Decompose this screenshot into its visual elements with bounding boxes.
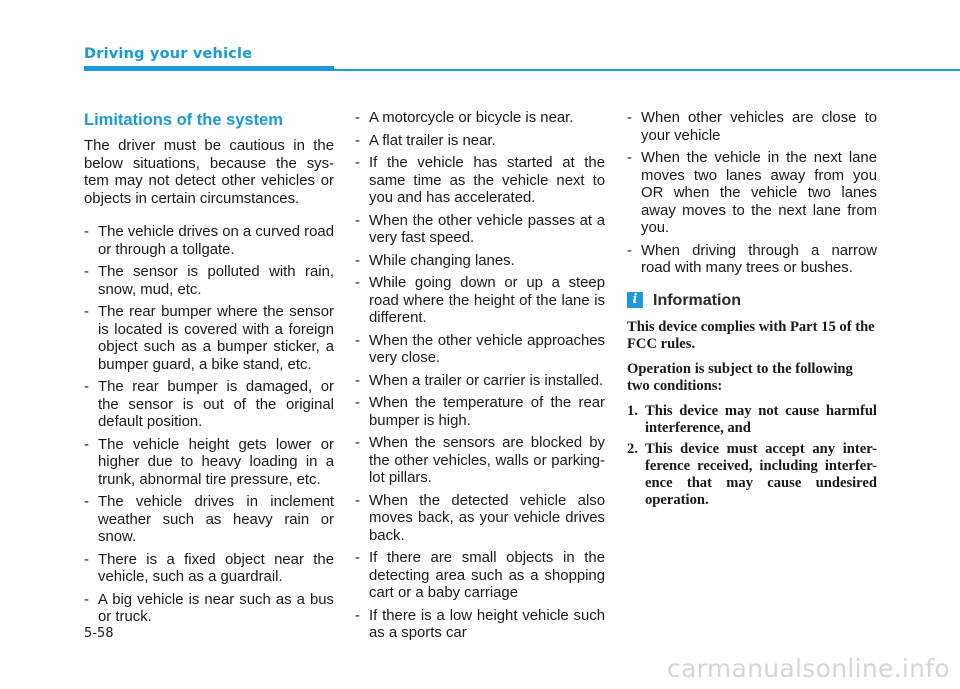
section-title: Driving your vehicle [84, 46, 253, 62]
intro-paragraph: The driver must be cautious in the below situations, because the sys-tem may not detect other vehicles or objects in certain circumstances. [84, 138, 334, 207]
list-item [627, 243, 877, 278]
column-1 [84, 110, 334, 632]
list-item [84, 379, 334, 432]
dash-marker: - [627, 150, 632, 166]
info-icon: i [627, 292, 643, 308]
conditions-list [355, 110, 605, 643]
item-number: 2. [627, 441, 638, 457]
list-item-text: The vehicle height gets lower or higher due to heavy loading in a trunk, abnormal tire pressure, etc. [98, 436, 334, 488]
dash-marker: - [84, 591, 89, 608]
list-item-text: When other vehicles are close to your vehicle [641, 110, 877, 144]
list-item [355, 155, 605, 208]
dash-marker: - [355, 332, 360, 349]
list-item-text: The rear bumper where the sensor is located is covered with a foreign object such as a bumper sticker, a bumper guard, a bike stand, etc. [98, 304, 334, 373]
fcc-conditions-list [627, 403, 877, 509]
list-item-text: When the other vehicle passes at a very fast speed. [369, 212, 605, 246]
page-number: 5-58 [84, 626, 114, 641]
dash-marker: - [84, 304, 89, 320]
list-item-text: If there are small objects in the detecting area such as a shopping cart or a baby carriage [369, 550, 605, 601]
dash-marker: - [84, 264, 89, 280]
list-item [355, 395, 605, 430]
list-item [355, 435, 605, 488]
list-item [627, 150, 877, 238]
list-item-text: A big vehicle is near such as a bus or truck. [98, 591, 334, 625]
dash-marker: - [84, 379, 89, 395]
numbered-item-text: This device must accept any inter-ference received, including interfer-ence that may cause undesired operation. [645, 441, 877, 508]
dash-marker: - [355, 252, 360, 269]
list-item-text: When the vehicle in the next lane moves two lanes away from you OR when the vehicle two lanes away moves to the next lane from you. [641, 150, 877, 236]
dash-marker: - [355, 435, 360, 451]
dash-marker: - [355, 492, 360, 509]
list-item-text: The sensor is polluted with rain, snow, mud, etc. [98, 264, 334, 298]
dash-marker: - [355, 155, 360, 171]
numbered-item-text: This device may not cause harmful interference, and [645, 403, 877, 436]
list-item [355, 333, 605, 368]
list-item [84, 304, 334, 374]
header-rule-thin [334, 69, 960, 71]
list-item-text: A flat trailer is near. [369, 132, 496, 149]
list-item [355, 253, 605, 271]
list-item-text: A motorcycle or bicycle is near. [369, 110, 574, 126]
fcc-statement: This device complies with Part 15 of the FCC rules. [627, 319, 875, 352]
list-item-text: The vehicle drives in inclement weather such as heavy rain or snow. [98, 494, 334, 545]
list-item-text: If the vehicle has started at the same time as the vehicle next to you and has accelerated. [369, 155, 605, 206]
item-number: 1. [627, 403, 638, 419]
list-item [627, 110, 877, 145]
list-item-text: When a trailer or carrier is installed. [369, 372, 604, 389]
list-item-text: When the sensors are blocked by the other vehicles, walls or parking-lot pillars. [369, 435, 605, 486]
list-item-text: The rear bumper is damaged, or the sensor is out of the original default position. [98, 379, 334, 430]
information-title: Information [653, 291, 741, 309]
list-item [84, 494, 334, 547]
dash-marker: - [84, 551, 89, 568]
list-item-text: There is a fixed object near the vehicle, such as a guardrail. [98, 551, 334, 585]
operation-statement: Operation is subject to the following two conditions: [627, 361, 853, 394]
dash-marker: - [355, 110, 360, 126]
list-item [355, 275, 605, 328]
information-header [627, 292, 877, 310]
dash-marker: - [355, 275, 360, 291]
list-item [84, 224, 334, 259]
list-item-text: While going down or up a steep road where the height of the lane is different. [369, 275, 605, 326]
list-item-text: The vehicle drives on a curved road or through a tollgate. [98, 224, 334, 258]
watermark: carmanualsonline.info [667, 654, 950, 683]
list-item-text: While changing lanes. [369, 252, 515, 269]
list-item [355, 373, 605, 391]
conditions-list-continued [627, 110, 877, 278]
list-item [355, 493, 605, 546]
limitations-heading: Limitations of the system [84, 111, 283, 129]
list-item [355, 608, 605, 643]
list-item [355, 550, 605, 603]
list-item [355, 213, 605, 248]
list-item [84, 264, 334, 299]
dash-marker: - [627, 242, 632, 259]
list-item [84, 437, 334, 490]
list-item-text: When driving through a narrow road with many trees or bushes. [641, 242, 877, 276]
dash-marker: - [355, 395, 360, 411]
dash-marker: - [355, 132, 360, 149]
dash-marker: - [84, 494, 89, 510]
column-2 [355, 110, 605, 648]
dash-marker: - [84, 436, 89, 453]
dash-marker: - [84, 224, 89, 240]
dash-marker: - [355, 212, 360, 229]
header-rule-thick [84, 66, 334, 71]
list-item-text: When the detected vehicle also moves back, as your vehicle drives back. [369, 492, 605, 544]
dash-marker: - [355, 607, 360, 624]
dash-marker: - [355, 372, 360, 389]
list-item [84, 592, 334, 627]
list-item [84, 552, 334, 587]
numbered-item [627, 403, 877, 437]
column-3 [627, 110, 877, 513]
numbered-item [627, 441, 877, 509]
dash-marker: - [355, 550, 360, 566]
dash-marker: - [627, 110, 632, 126]
list-item-text: When the temperature of the rear bumper is high. [369, 395, 605, 429]
list-item-text: When the other vehicle approaches very close. [369, 332, 605, 366]
list-item [355, 110, 605, 128]
limitations-list [84, 224, 334, 627]
list-item-text: If there is a low height vehicle such as a sports car [369, 607, 605, 641]
list-item [355, 133, 605, 151]
